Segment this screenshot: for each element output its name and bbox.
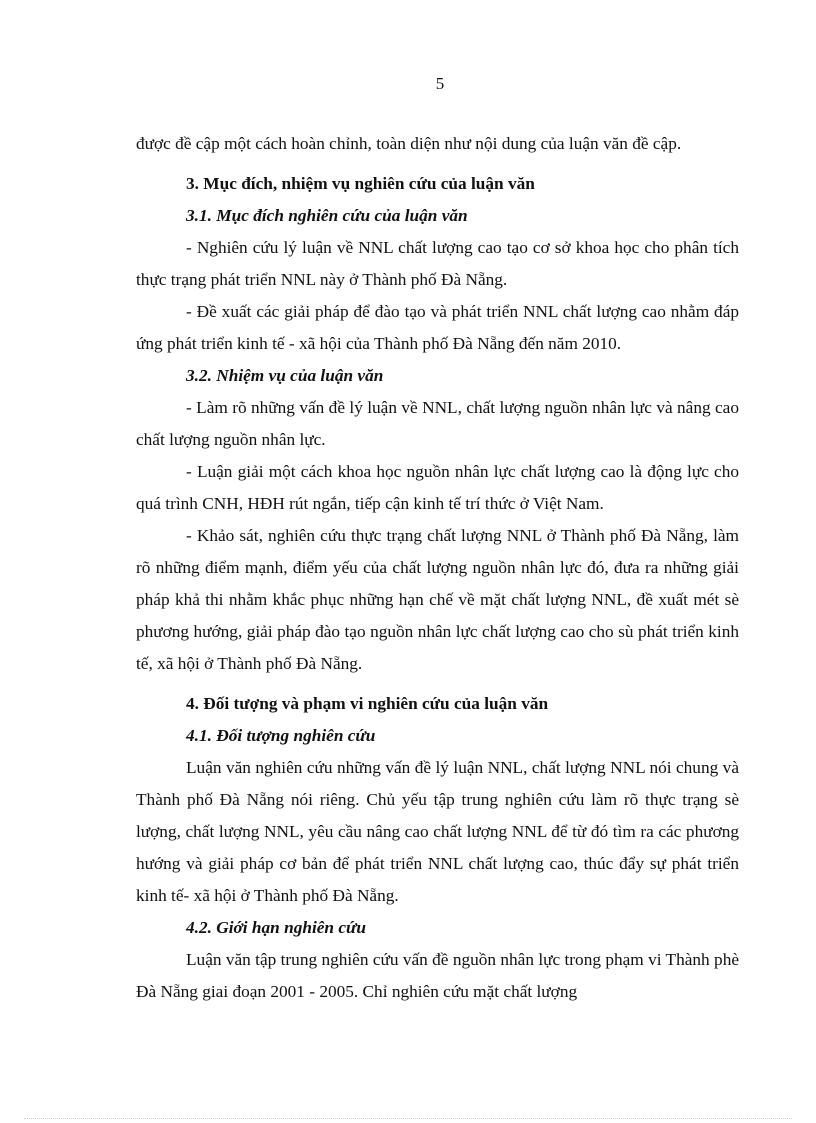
subsection-heading-3-1: 3.1. Mục đích nghiên cứu của luận văn [186,206,468,225]
section-heading-3: 3. Mục đích, nhiệm vụ nghiên cứu của luận văn [186,174,535,193]
paragraph-4-1: Luận văn nghiên cứu những vấn đề lý luận NNL, chất lượng NNL nói chung và Thành phố Đà Nẵng nói riêng. Chủ yếu tập trung nghiên cứu làm rõ thực trạng sè lượng, chất lượng NNL, yêu cầu nâng cao chất lượng NNL để từ đó tìm ra các phương hướng và giải pháp cơ bản để phát triển NNL chất lượng cao, thúc đẩy sự phát triển kinh tế- xã hội ở Thành phố Đà Nẵng. [136,758,739,905]
paragraph-4-2: Luận văn tập trung nghiên cứu vấn đề nguồn nhân lực trong phạm vi Thành phè Đà Nẵng giai đoạn 2001 - 2005. Chỉ nghiên cứu mặt chất lượng [136,950,739,1001]
subsection-heading-4-2: 4.2. Giới hạn nghiên cứu [186,918,367,937]
subsection-heading-3-2: 3.2. Nhiệm vụ của luận văn [186,366,384,385]
section-heading-4: 4. Đối tượng và phạm vi nghiên cứu của luận văn [186,694,549,713]
paragraph-3-2-a: - Làm rõ những vấn đề lý luận về NNL, chất lượng nguồn nhân lực và nâng cao chất lượng nguồn nhân lực. [136,398,739,449]
paragraph-3-1-a: - Nghiên cứu lý luận về NNL chất lượng cao tạo cơ sở khoa học cho phân tích thực trạng phát triển NNL này ở Thành phố Đà Nẵng. [136,238,739,289]
paragraph-continuation: được đề cập một cách hoàn chỉnh, toàn diện như nội dung của luận văn đề cập. [136,134,682,153]
page-bottom-divider [24,1118,792,1119]
document-body [136,128,739,1008]
page-number: 5 [435,74,445,93]
paragraph-3-1-b: - Đề xuất các giải pháp để đào tạo và phát triển NNL chất lượng cao nhằm đáp ứng phát triển kinh tế - xã hội của Thành phố Đà Nẵng đến năm 2010. [136,302,739,353]
paragraph-3-2-c: - Khảo sát, nghiên cứu thực trạng chất lượng NNL ở Thành phố Đà Nẵng, làm rõ những điểm mạnh, điểm yếu của chất lượng nguồn nhân lực đó, đưa ra những giải pháp khả thi nhằm khắc phục những hạn chế về mặt chất lượng NNL, đề xuất mét sè phương hướng, giải pháp đào tạo nguồn nhân lực chất lượng cao cho sù phát triển kinh tế, xã hội ở Thành phố Đà Nẵng. [136,526,739,673]
paragraph-3-2-b: - Luận giải một cách khoa học nguồn nhân lực chất lượng cao là động lực cho quá trình CNH, HĐH rút ngắn, tiếp cận kinh tế trí thức ở Việt Nam. [136,462,739,513]
subsection-heading-4-1: 4.1. Đối tượng nghiên cứu [186,726,376,745]
